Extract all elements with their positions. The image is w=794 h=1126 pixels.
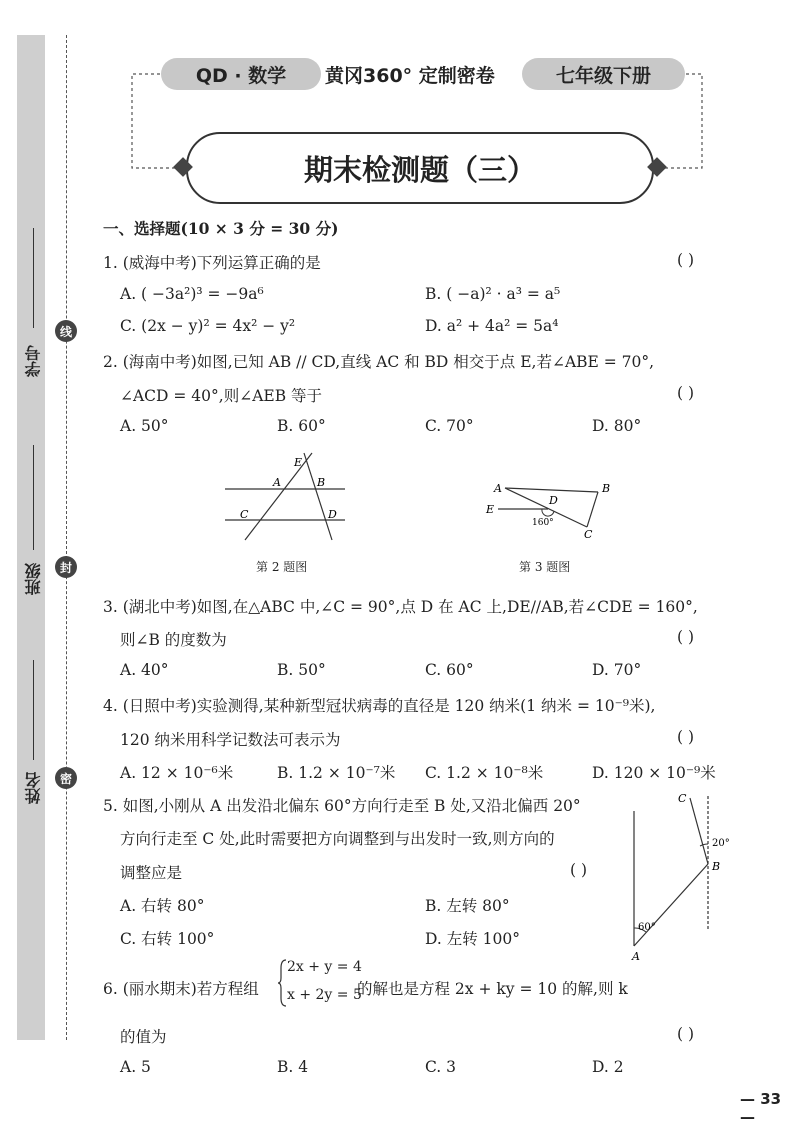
q4-option-b: B. 1.2 × 10⁻⁷米 (277, 764, 396, 782)
q3-stem-line1: 3. (湖北中考)如图,在△ABC 中,∠C = 90°,点 D 在 AC 上,DE//AB,若∠CDE = 160°, (103, 598, 698, 616)
seal-secret-mark: 密 (55, 767, 77, 789)
q4-option-d: D. 120 × 10⁻⁹米 (592, 764, 716, 782)
fig3-label-c: C (584, 528, 593, 541)
q6-option-a: A. 5 (120, 1058, 151, 1076)
fig2-label-a: A (273, 476, 281, 489)
q5-stem-line3: 调整应是 (120, 864, 183, 882)
student-id-label: 学号 (24, 345, 43, 377)
class-label: 班级 (24, 563, 43, 595)
figure-5 (620, 786, 760, 964)
section-heading: 一、选择题(10 × 3 分 = 30 分) (103, 219, 339, 238)
q5-option-c: C. 右转 100° (120, 930, 215, 948)
q2-option-d: D. 80° (592, 417, 642, 435)
q5-option-b: B. 左转 80° (425, 897, 510, 915)
q3-stem-line2: 则∠B 的度数为 (120, 631, 227, 649)
q2-stem-line1: 2. (海南中考)如图,已知 AB // CD,直线 AC 和 BD 相交于点 E,若∠ABE = 70°, (103, 353, 655, 371)
figure-3 (480, 478, 620, 543)
q5-option-a: A. 右转 80° (120, 897, 205, 915)
seal-seal-mark: 封 (55, 556, 77, 578)
fig2-label-c: C (240, 508, 249, 521)
fig3-angle-label: 160° (532, 518, 554, 528)
q1-option-d: D. a² + 4a² = 5a⁴ (425, 317, 559, 335)
q6-stem-line2: 的值为 (120, 1028, 167, 1046)
q3-option-c: C. 60° (425, 661, 474, 679)
name-label: 姓名 (24, 772, 43, 804)
q6-equation-1: 2x + y = 4 (287, 959, 362, 975)
q4-stem-line1: 4. (日照中考)实验测得,某种新型冠状病毒的直径是 120 纳米(1 纳米 = 10⁻⁹米), (103, 697, 656, 715)
q6-option-d: D. 2 (592, 1058, 624, 1076)
q5-stem-line2: 方向行走至 C 处,此时需要把方向调整到与出发时一致,则方向的 (120, 830, 555, 848)
subject-pill: QD · 数学 (161, 58, 321, 90)
figure-2 (220, 448, 355, 548)
student-id-line (33, 228, 34, 328)
page-title: 期末检测题（三） (186, 132, 654, 204)
q5-stem-line1: 5. 如图,小刚从 A 出发沿北偏东 60°方向行走至 B 处,又沿北偏西 20° (103, 797, 581, 815)
fig2-label-b: B (317, 476, 326, 489)
fig5-label-c: C (678, 792, 687, 805)
q4-stem-line2: 120 纳米用科学记数法可表示为 (120, 731, 341, 749)
q1-option-c: C. (2x − y)² = 4x² − y² (120, 317, 296, 335)
q3-option-d: D. 70° (592, 661, 642, 679)
q1-option-a: A. ( −3a²)³ = −9a⁶ (120, 285, 264, 303)
fig5-angle-60: 60° (638, 922, 656, 933)
fig5-angle-20: 20° (712, 838, 730, 849)
fig3-label-e: E (486, 503, 495, 516)
q5-option-d: D. 左转 100° (425, 930, 520, 948)
q2-stem-line2: ∠ACD = 40°,则∠AEB 等于 (120, 387, 323, 405)
seal-line-mark: 线 (55, 320, 77, 342)
q2-answer-blank[interactable]: ( ) (677, 384, 695, 402)
fig3-label-b: B (602, 482, 611, 495)
name-line (33, 660, 34, 760)
brand-text: 黄冈360° 定制密卷 (325, 65, 495, 87)
q2-option-c: C. 70° (425, 417, 474, 435)
q3-answer-blank[interactable]: ( ) (677, 628, 695, 646)
fig2-label-d: D (328, 508, 337, 521)
q4-option-c: C. 1.2 × 10⁻⁸米 (425, 764, 544, 782)
q6-stem-post: 的解也是方程 2x + ky = 10 的解,则 k (357, 980, 628, 998)
fig3-caption: 第 3 题图 (519, 560, 571, 574)
q2-option-a: A. 50° (120, 417, 169, 435)
q6-equation-2: x + 2y = 5 (287, 987, 362, 1003)
fig3-label-a: A (494, 482, 502, 495)
q6-stem-pre: 6. (丽水期末)若方程组 (103, 980, 259, 998)
grade-pill: 七年级下册 (522, 58, 685, 90)
fig5-label-b: B (712, 860, 721, 873)
q1-option-b: B. ( −a)² · a³ = a⁵ (425, 285, 561, 303)
q6-option-c: C. 3 (425, 1058, 457, 1076)
class-line (33, 445, 34, 550)
fig2-label-e: E (294, 456, 303, 469)
fig5-label-a: A (632, 950, 640, 963)
q1-answer-blank[interactable]: ( ) (677, 251, 695, 269)
q3-option-a: A. 40° (120, 661, 169, 679)
q6-option-b: B. 4 (277, 1058, 309, 1076)
q1-stem: 1. (威海中考)下列运算正确的是 (103, 254, 321, 272)
fig2-caption: 第 2 题图 (256, 560, 308, 574)
q2-option-b: B. 60° (277, 417, 326, 435)
q5-answer-blank[interactable]: ( ) (570, 861, 588, 879)
q4-answer-blank[interactable]: ( ) (677, 728, 695, 746)
q6-answer-blank[interactable]: ( ) (677, 1025, 695, 1043)
page-number: — 33 — (740, 1090, 782, 1126)
q3-option-b: B. 50° (277, 661, 326, 679)
fig3-label-d: D (549, 494, 558, 507)
q4-option-a: A. 12 × 10⁻⁶米 (120, 764, 234, 782)
